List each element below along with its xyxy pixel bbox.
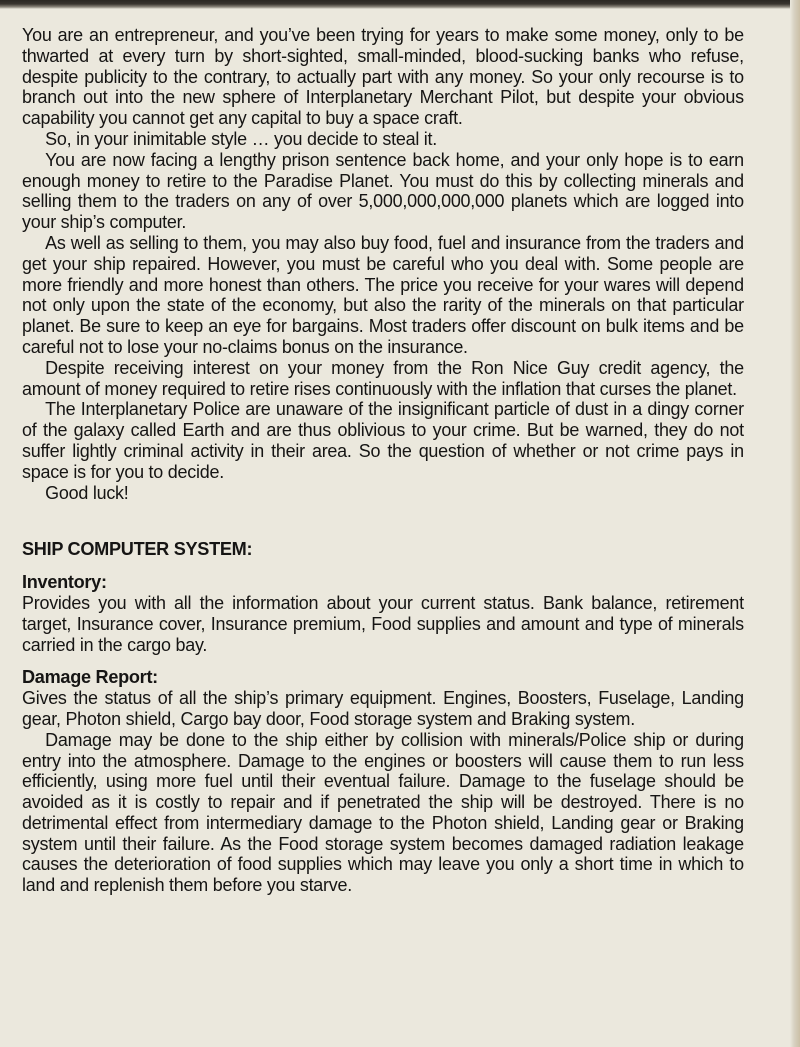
intro-paragraph-4: As well as selling to them, you may also buy food, fuel and insurance from the traders and get your ship repaired. However, you must be careful who you deal with. Some people are more friendly and more honest than others. The price you receive for your wares will depend not only upon the state of the economy, but also the rarity of the minerals on that particular planet. Be sure to keep an eye for bargains. Most traders offer discount on bulk items and be careful not to lose your no-claims bonus on the insurance. xyxy=(22,231,744,357)
page-content xyxy=(22,25,744,896)
ship-computer-heading: SHIP COMPUTER SYSTEM: xyxy=(22,538,253,560)
inventory-text: Provides you with all the information about your current status. Bank balance, retirement target, Insurance cover, Insurance premium, Food supplies and amount and type of minerals carried in the cargo bay. xyxy=(22,591,744,655)
page-right-edge xyxy=(790,0,800,1047)
intro-paragraph-3: You are now facing a lengthy prison sentence back home, and your only hope is to earn enough money to retire to the Paradise Planet. You must do this by collecting minerals and selling them to the traders on any of over 5,000,000,000,000 planets which are logged into your ship’s computer. xyxy=(22,148,744,233)
damage-report-heading: Damage Report: xyxy=(22,666,158,688)
intro-paragraph-2: So, in your inimitable style … you decide to steal it. xyxy=(45,127,438,149)
damage-report-detail: Damage may be done to the ship either by collision with minerals/Police ship or during entry into the atmosphere. Damage to the engines or boosters will cause them to run less efficiently, using more fuel until their eventual failure. Damage to the fuselage should be avoided as it is costly to repair and if penetrated the ship will be destroyed. There is no detrimental effect from intermediary damage to the Photon shield, Landing gear or Braking system until their failure. As the Food storage system becomes damaged radiation leakage causes the deterioration of food supplies which may leave you only a short time in which to land and replenish them before you starve. xyxy=(22,728,744,896)
intro-paragraph-6: The Interplanetary Police are unaware of the insignificant particle of dust in a dingy corner of the galaxy called Earth and are thus oblivious to your crime. But be warned, they do not suffer lightly criminal activity in their area. So the question of whether or not crime pays in space is for you to decide. xyxy=(22,398,744,482)
damage-report-text: Gives the status of all the ship’s primary equipment. Engines, Boosters, Fuselage, Landing gear, Photon shield, Cargo bay door, Food storage system and Braking system. xyxy=(22,687,744,729)
page-top-edge xyxy=(0,0,800,9)
intro-paragraph-7: Good luck! xyxy=(45,481,129,503)
intro-paragraph-1: You are an entrepreneur, and you’ve been trying for years to make some money, only to be thwarted at every turn by short-sighted, small-minded, blood-sucking banks who refuse, despite publicity to the contrary, to actually part with any money. So your only recourse is to branch out into the new sphere of Interplanetary Merchant Pilot, but despite your obvious capability you cannot get any capital to buy a space craft. xyxy=(22,24,744,129)
inventory-heading: Inventory: xyxy=(22,571,107,593)
intro-paragraph-5: Despite receiving interest on your money from the Ron Nice Guy credit agency, the amount of money required to retire rises continuously with the inflation that curses the planet. xyxy=(22,356,744,399)
